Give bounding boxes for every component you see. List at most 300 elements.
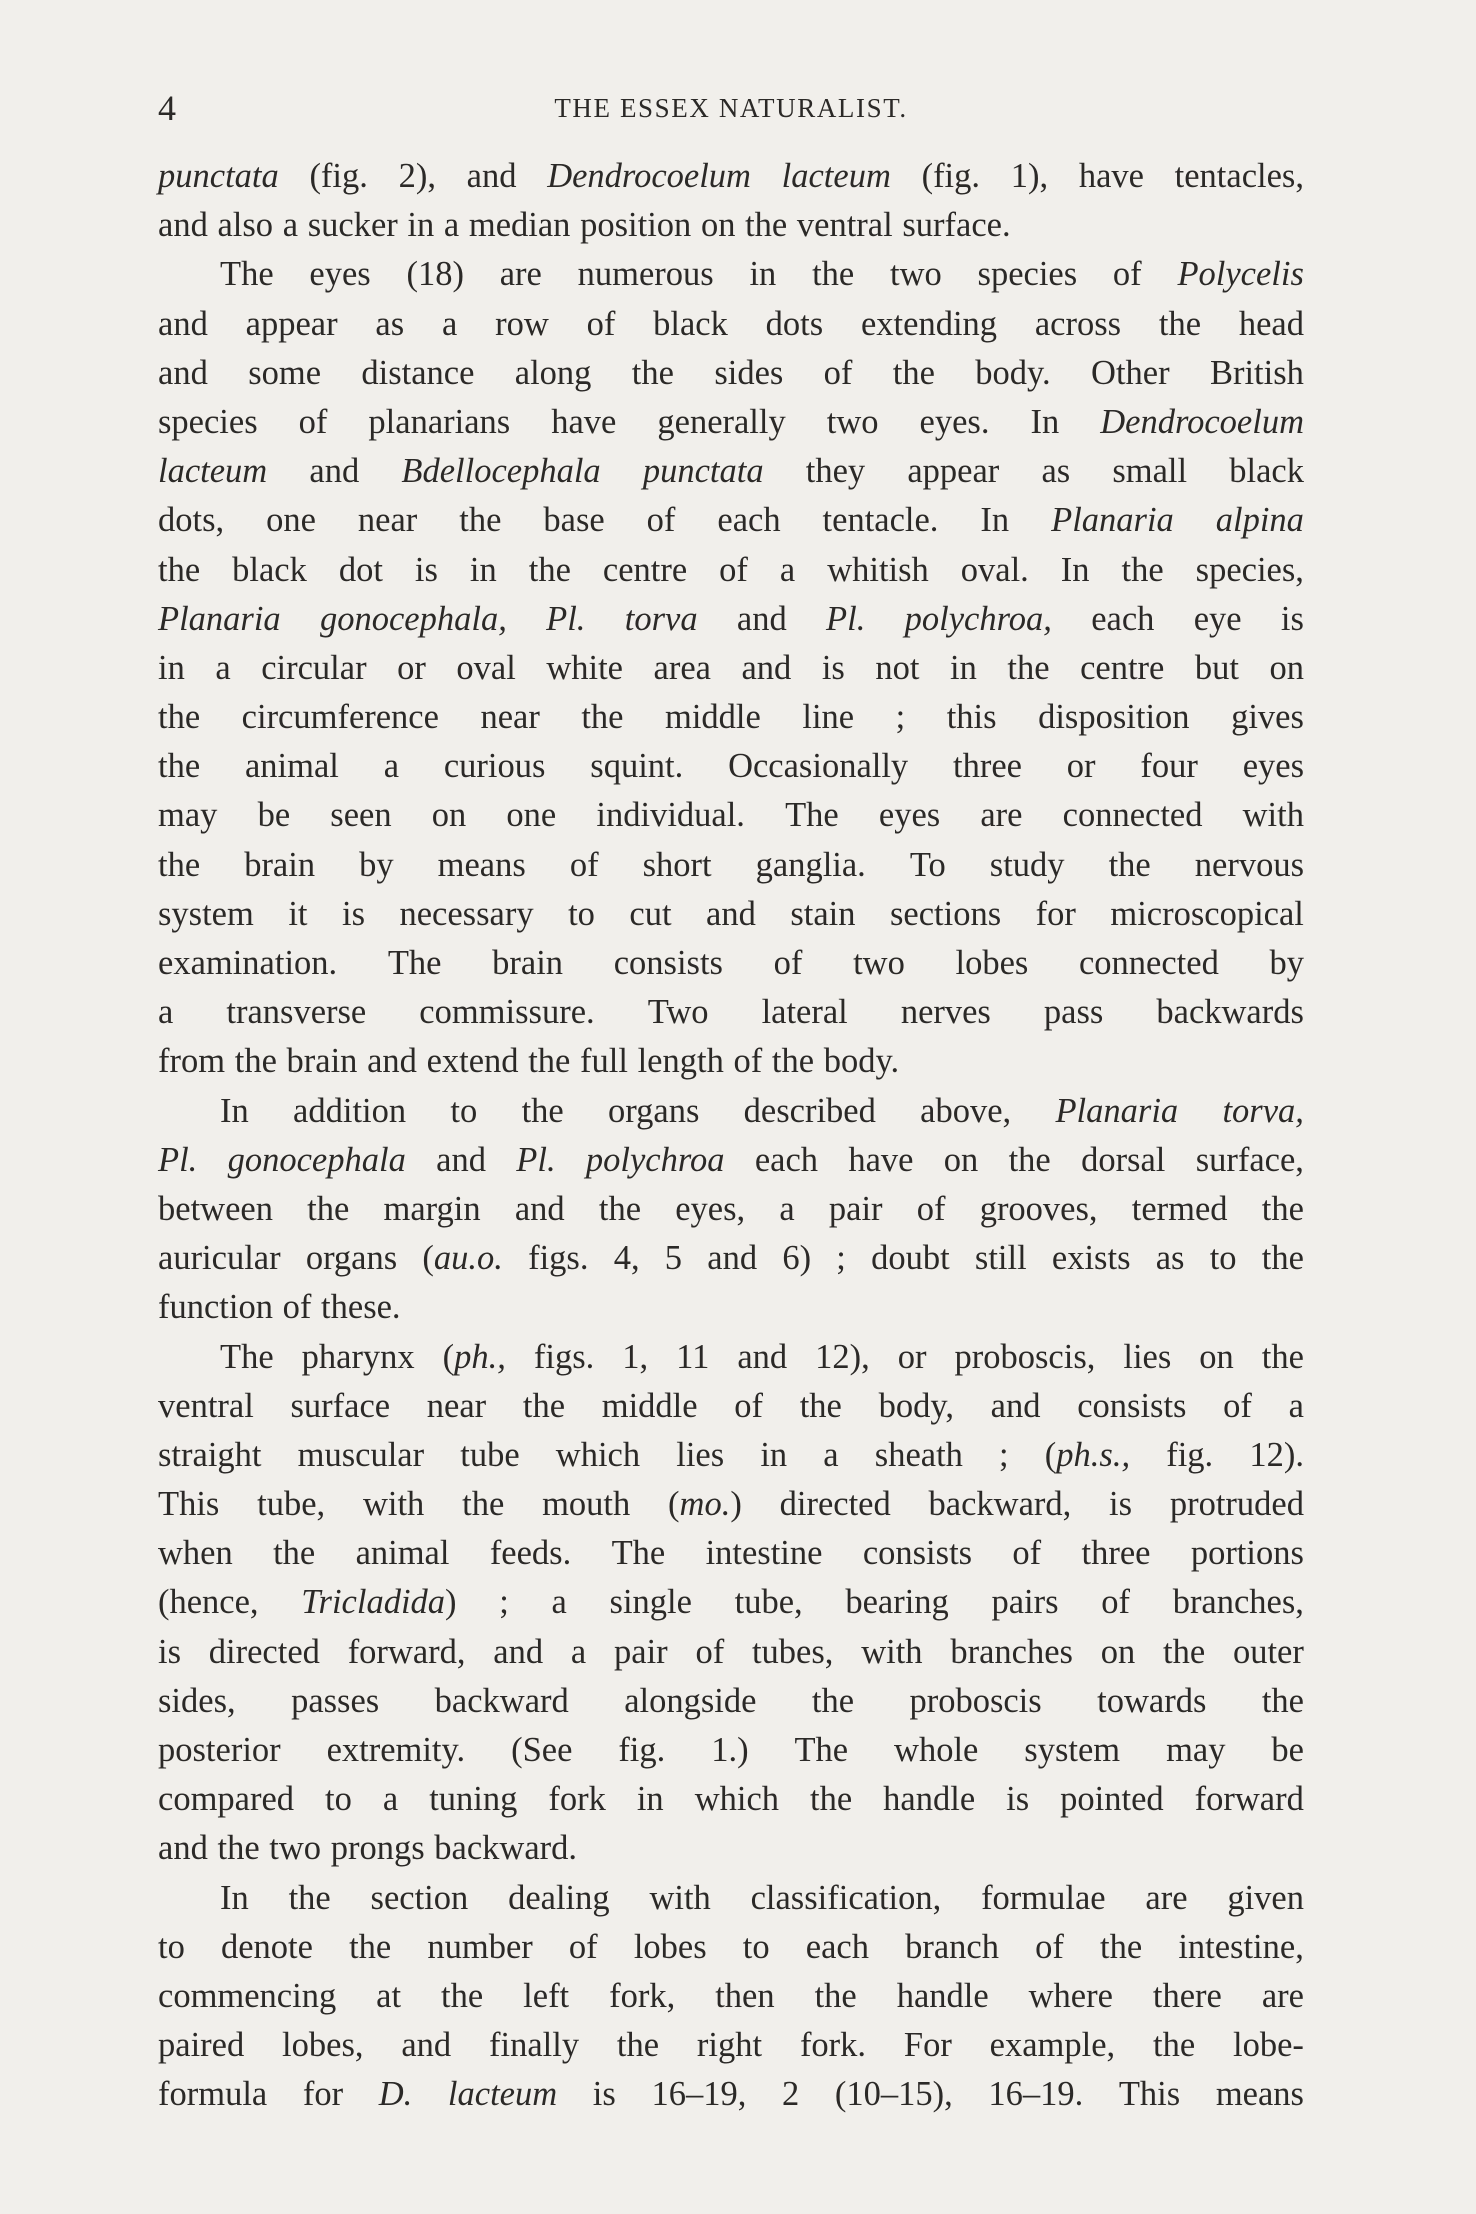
word: a xyxy=(823,1435,839,1474)
word: a xyxy=(441,304,458,343)
word: The xyxy=(220,1337,274,1376)
word: on xyxy=(943,1140,979,1179)
word: and xyxy=(514,1189,565,1228)
word: body, xyxy=(878,1386,954,1425)
word: of xyxy=(1101,1583,1130,1622)
text-line xyxy=(158,1333,1304,1382)
word: organs xyxy=(305,1239,398,1278)
word: portions xyxy=(1190,1534,1304,1573)
word: This xyxy=(158,1485,220,1524)
word: In xyxy=(980,501,1010,540)
word: of xyxy=(733,1042,763,1081)
word: species xyxy=(977,255,1078,294)
text-line xyxy=(158,152,1304,201)
word: surface. xyxy=(902,206,1011,245)
text-line xyxy=(158,1874,1304,1923)
word: of xyxy=(695,1632,725,1671)
word: and xyxy=(737,1337,788,1376)
word: dots, xyxy=(158,501,225,540)
text-line xyxy=(158,1037,1304,1086)
word: may xyxy=(158,796,218,835)
word: number xyxy=(427,1927,533,1966)
word: of xyxy=(734,1386,764,1425)
word: black xyxy=(653,304,728,343)
word: 5 xyxy=(664,1239,683,1278)
word: above, xyxy=(920,1091,1012,1130)
word: are xyxy=(1261,1976,1304,2015)
word: the xyxy=(631,353,674,392)
word: (10–15), xyxy=(834,2075,953,2114)
word: and xyxy=(158,353,208,392)
word: on xyxy=(1100,1632,1136,1671)
word: Polycelis xyxy=(1177,255,1304,294)
word: handle xyxy=(883,1780,976,1819)
word: for xyxy=(302,2075,344,2114)
word: commissure. xyxy=(419,993,595,1032)
word: near xyxy=(426,1386,487,1425)
word: of xyxy=(773,944,803,982)
word: In xyxy=(1030,402,1060,441)
word: backwards xyxy=(1156,993,1304,1032)
word: of xyxy=(1112,255,1142,294)
word: four xyxy=(1140,747,1198,786)
word: are xyxy=(980,796,1023,835)
word: for xyxy=(1035,894,1076,933)
word: to xyxy=(568,894,595,933)
word: near xyxy=(480,698,540,737)
word: black xyxy=(232,550,307,589)
word: dealing xyxy=(508,1878,610,1917)
word: the xyxy=(745,206,788,245)
word: the xyxy=(598,1189,642,1228)
word: the xyxy=(810,1780,853,1819)
word: extend xyxy=(426,1042,519,1081)
text-line xyxy=(158,1234,1304,1283)
word: near xyxy=(357,501,418,540)
word: (mo.) xyxy=(668,1485,742,1524)
word: oval. xyxy=(960,550,1029,589)
word: exists xyxy=(1051,1239,1131,1278)
word: and xyxy=(309,452,360,491)
word: the xyxy=(158,550,201,589)
word: brain xyxy=(244,845,316,884)
word: the xyxy=(288,1878,331,1917)
word: planarians xyxy=(368,402,511,441)
word: to xyxy=(450,1091,478,1130)
word: D. xyxy=(378,2075,413,2114)
word: sheath xyxy=(874,1435,963,1474)
word: of xyxy=(1012,1534,1042,1573)
word: a xyxy=(282,206,299,245)
word: is xyxy=(1280,599,1304,638)
word: lobe- xyxy=(1233,2026,1304,2065)
word: middle xyxy=(665,698,761,737)
word: across xyxy=(1034,304,1122,343)
word: circumference xyxy=(241,698,439,737)
word: be xyxy=(1271,1731,1304,1769)
word: tube, xyxy=(257,1485,326,1524)
word: (ph.s., xyxy=(1044,1435,1131,1474)
word: bearing xyxy=(845,1583,949,1622)
word: species, xyxy=(1195,550,1304,589)
word: lobes xyxy=(955,944,1029,982)
text-line xyxy=(158,1972,1304,2021)
word: of xyxy=(586,304,616,343)
word: appear xyxy=(245,304,338,343)
word: Other xyxy=(1091,353,1170,392)
word: to xyxy=(1209,1239,1237,1278)
word: cut xyxy=(629,894,672,933)
word: polychroa, xyxy=(904,599,1052,638)
word: a xyxy=(570,1632,587,1671)
word: fig. xyxy=(618,1731,666,1769)
word: length xyxy=(637,1042,724,1081)
word: with xyxy=(861,1632,923,1671)
word: curious xyxy=(443,747,546,786)
text-line xyxy=(158,398,1304,447)
text-line xyxy=(158,300,1304,349)
word: be xyxy=(257,796,291,835)
word: gonocephala xyxy=(227,1140,406,1179)
word: the xyxy=(799,1386,842,1425)
word: Dendrocoelum xyxy=(1100,402,1304,441)
word: example, xyxy=(989,2026,1116,2065)
word: Occasionally xyxy=(728,747,909,786)
word: the xyxy=(1153,2026,1196,2065)
word: the xyxy=(528,550,571,589)
word: the xyxy=(1261,1239,1304,1278)
word: straight xyxy=(158,1435,262,1474)
word: lateral xyxy=(761,993,848,1032)
word: in xyxy=(469,550,497,589)
word: or xyxy=(897,1337,927,1376)
word: the xyxy=(616,2026,660,2065)
word: British xyxy=(1209,353,1304,392)
word: right xyxy=(696,2026,763,2065)
word: posterior xyxy=(158,1731,281,1769)
word: auricular xyxy=(158,1239,281,1278)
page-number: 4 xyxy=(158,88,176,128)
word: and xyxy=(466,157,517,195)
word: individual. xyxy=(596,796,745,835)
word: oval xyxy=(456,648,516,687)
word: black xyxy=(1229,452,1304,491)
text-line xyxy=(158,890,1304,939)
word: median xyxy=(468,206,571,245)
word: the xyxy=(273,1534,316,1573)
word: the xyxy=(158,698,201,737)
word: ; xyxy=(999,1435,1009,1474)
word: each xyxy=(1091,599,1155,638)
word: For xyxy=(903,2026,952,2065)
word: the xyxy=(812,255,855,294)
word: means xyxy=(437,845,526,884)
word: system xyxy=(158,894,254,933)
word: on xyxy=(431,796,467,835)
word: of xyxy=(1223,1386,1252,1425)
word: lobes xyxy=(633,1927,707,1966)
word: and xyxy=(158,206,208,245)
word: is xyxy=(341,894,365,933)
word: 16–19, xyxy=(651,2075,747,2114)
word: which xyxy=(555,1435,641,1474)
word: passes xyxy=(291,1681,380,1720)
word: and xyxy=(707,1239,758,1278)
word: extending xyxy=(860,304,998,343)
word: to xyxy=(158,1927,185,1966)
word: this xyxy=(946,698,997,737)
word: directed xyxy=(208,1632,320,1671)
text-line xyxy=(158,988,1304,1037)
word: distance xyxy=(361,353,475,392)
text-line xyxy=(158,1726,1304,1775)
word: In xyxy=(220,1878,249,1917)
word: Two xyxy=(647,993,709,1032)
word: it xyxy=(288,894,308,933)
text-line xyxy=(158,201,1304,250)
word: is xyxy=(1109,1485,1133,1524)
word: Planaria xyxy=(1055,1091,1179,1130)
word: by xyxy=(1269,944,1304,982)
word: still xyxy=(974,1239,1027,1278)
word: connected xyxy=(1078,944,1219,982)
word: body. xyxy=(975,353,1051,392)
word: system xyxy=(1024,1731,1121,1769)
word: feeds. xyxy=(489,1534,572,1573)
word: is xyxy=(414,550,438,589)
word: ; xyxy=(836,1239,846,1278)
word: dots xyxy=(765,304,824,343)
word: 12). xyxy=(1249,1435,1304,1474)
word: Tricladida) xyxy=(301,1583,457,1622)
word: not xyxy=(875,648,920,687)
word: by xyxy=(359,845,394,884)
word: backward xyxy=(434,1681,569,1720)
word: The xyxy=(387,944,442,982)
word: lobes, xyxy=(282,2026,364,2065)
word: 1), xyxy=(1010,157,1049,195)
word: eyes xyxy=(309,255,371,294)
word: to xyxy=(325,1780,352,1819)
word: line xyxy=(802,698,855,737)
word: fork, xyxy=(609,1976,676,2015)
word: connected xyxy=(1062,796,1203,835)
word: 4, xyxy=(613,1239,640,1278)
word: is xyxy=(821,648,845,687)
text-line xyxy=(158,1431,1304,1480)
body-text xyxy=(158,152,1304,2120)
word: eyes. xyxy=(919,402,990,441)
word: sides xyxy=(714,353,784,392)
word: one xyxy=(506,796,557,835)
word: alpina xyxy=(1215,501,1304,540)
word: consists xyxy=(1077,1386,1187,1425)
word: 12), xyxy=(815,1337,870,1376)
word: which xyxy=(694,1780,780,1819)
word: necessary xyxy=(399,894,534,933)
word: mouth xyxy=(542,1485,631,1524)
word: intestine, xyxy=(1178,1927,1304,1966)
word: and xyxy=(158,1829,208,1868)
text-line xyxy=(158,1185,1304,1234)
word: function xyxy=(158,1288,273,1327)
word: the xyxy=(441,1976,484,2015)
word: Planaria xyxy=(158,599,281,638)
word: two xyxy=(826,402,879,441)
word: brain xyxy=(286,1042,358,1081)
word: classification, xyxy=(750,1878,942,1917)
word: (fig. xyxy=(309,157,368,195)
word: means xyxy=(1215,2075,1304,2114)
word: of xyxy=(1035,1927,1064,1966)
text-line xyxy=(158,1480,1304,1529)
word: 16–19. xyxy=(988,2075,1084,2114)
word: and xyxy=(493,1632,544,1671)
word: the xyxy=(521,1091,564,1130)
word: between xyxy=(158,1189,273,1228)
word: in xyxy=(158,648,185,687)
word: is xyxy=(1006,1780,1030,1819)
word: Pl. xyxy=(826,599,866,638)
word: of xyxy=(916,1189,946,1228)
word: alongside xyxy=(624,1681,757,1720)
text-line xyxy=(158,1529,1304,1578)
word: nerves xyxy=(900,993,991,1032)
word: termed xyxy=(1131,1189,1228,1228)
word: then xyxy=(715,1976,775,2015)
word: polychroa xyxy=(585,1140,725,1179)
word: the xyxy=(158,845,201,884)
word: Pl. xyxy=(158,1140,198,1179)
word: (See xyxy=(511,1731,573,1769)
word: centre xyxy=(1080,648,1165,687)
word: margin xyxy=(383,1189,481,1228)
text-line xyxy=(158,939,1304,988)
word: The xyxy=(611,1534,666,1573)
text-line xyxy=(158,1136,1304,1185)
word: 1, xyxy=(622,1337,649,1376)
word: compared xyxy=(158,1780,295,1819)
word: fork xyxy=(548,1780,606,1819)
word: punctata xyxy=(158,157,279,195)
word: sucker xyxy=(307,206,398,245)
word: The xyxy=(785,796,839,835)
word: fork. xyxy=(799,2026,867,2065)
word: formula xyxy=(158,2075,268,2114)
word: in xyxy=(950,648,977,687)
word: and xyxy=(158,304,208,343)
word: lacteum xyxy=(158,452,268,491)
word: given xyxy=(1227,1878,1304,1917)
word: a xyxy=(383,747,400,786)
word: gonocephala, xyxy=(319,599,507,638)
word: the xyxy=(1007,648,1050,687)
word: pair xyxy=(828,1189,883,1228)
word: directed xyxy=(779,1485,891,1524)
word: small xyxy=(1112,452,1188,491)
word: the xyxy=(1100,1927,1143,1966)
word: when xyxy=(158,1534,233,1573)
text-line xyxy=(158,447,1304,496)
word: lacteum xyxy=(447,2075,558,2114)
text-line xyxy=(158,1087,1304,1136)
word: left xyxy=(523,1976,570,2015)
word: In xyxy=(220,1091,249,1130)
word: short xyxy=(642,845,712,884)
word: is xyxy=(592,2075,616,2114)
word: of xyxy=(823,353,853,392)
word: branches xyxy=(950,1632,1073,1671)
word: the xyxy=(1008,1140,1051,1179)
word: 2), xyxy=(398,157,436,195)
word: as xyxy=(1041,452,1071,491)
word: a xyxy=(215,648,231,687)
word: torva, xyxy=(1222,1091,1304,1130)
word: the xyxy=(307,1189,350,1228)
word: proboscis xyxy=(909,1681,1042,1720)
word: consists xyxy=(862,1534,973,1573)
word: (18) xyxy=(406,255,464,294)
word: three xyxy=(1081,1534,1151,1573)
word: To xyxy=(909,845,946,884)
word: dorsal xyxy=(1081,1140,1166,1179)
word: microscopical xyxy=(1110,894,1304,933)
text-line xyxy=(158,2070,1304,2119)
word: one xyxy=(266,501,316,540)
word: each xyxy=(805,1927,869,1966)
word: tubes, xyxy=(751,1632,834,1671)
word: have xyxy=(551,402,617,441)
word: in xyxy=(636,1780,664,1819)
word: there xyxy=(1152,1976,1222,2015)
word: and xyxy=(990,1386,1041,1425)
word: tube, xyxy=(734,1583,803,1622)
word: Pl. xyxy=(516,1140,556,1179)
text-line xyxy=(158,791,1304,840)
word: Dendrocoelum xyxy=(547,157,751,195)
word: lies xyxy=(1123,1337,1172,1376)
word: ventral xyxy=(158,1386,254,1425)
word: described xyxy=(743,1091,876,1130)
word: The xyxy=(220,255,274,294)
word: 1.) xyxy=(711,1731,749,1769)
word: figs. xyxy=(528,1239,589,1278)
word: lies xyxy=(676,1435,725,1474)
word: 11 xyxy=(676,1337,710,1376)
word: with xyxy=(649,1878,711,1917)
word: have xyxy=(848,1140,914,1179)
word: sides, xyxy=(158,1681,236,1720)
word: a xyxy=(779,550,796,589)
word: full xyxy=(580,1042,628,1081)
word: pointed xyxy=(1060,1780,1164,1819)
word: on xyxy=(1199,1337,1234,1376)
word: head xyxy=(1238,304,1304,343)
word: seen xyxy=(330,796,392,835)
word: doubt xyxy=(871,1239,950,1278)
text-line xyxy=(158,1382,1304,1431)
word: surface, xyxy=(1195,1140,1304,1179)
word: from xyxy=(158,1042,226,1081)
word: backward, xyxy=(928,1485,1072,1524)
word: commencing xyxy=(158,1976,337,2015)
word: base xyxy=(543,501,605,540)
word: 6) xyxy=(782,1239,812,1278)
text-line xyxy=(158,644,1304,693)
word: intestine xyxy=(705,1534,823,1573)
word: whole xyxy=(894,1731,979,1769)
word: organs xyxy=(608,1091,700,1130)
